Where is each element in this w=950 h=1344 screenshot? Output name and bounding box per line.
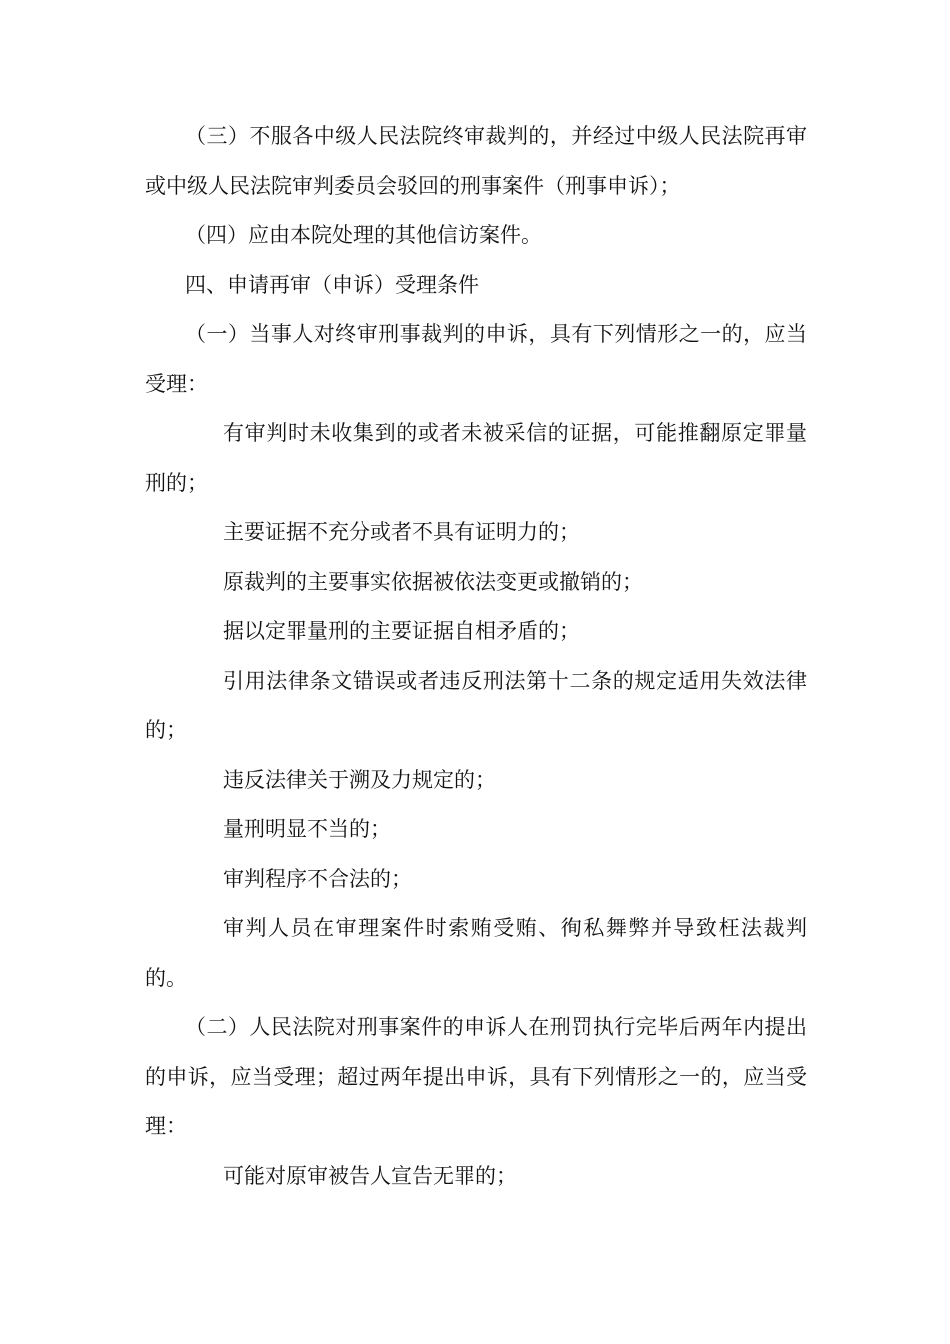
paragraph-subsection-1: （一）当事人对终审刑事裁判的申诉，具有下列情形之一的，应当受理：	[145, 322, 807, 396]
condition-item: 审判程序不合法的；	[223, 866, 412, 891]
paragraph-item-3: （三）不服各中级人民法院终审裁判的，并经过中级人民法院再审或中级人民法院审判委员会驳回的刑事案件（刑事申诉）；	[145, 124, 807, 198]
paragraph-subsection-2: （二）人民法院对刑事案件的申诉人在刑罚执行完毕后两年内提出的申诉，应当受理；超过两年提出申诉，具有下列情形之一的，应当受理：	[145, 1015, 807, 1138]
document-body	[145, 112, 807, 1201]
condition-item: 违反法律关于溯及力规定的；	[223, 767, 496, 792]
condition-item: 原裁判的主要事实依据被依法变更或撤销的；	[223, 569, 643, 594]
condition-item: 据以定罪量刑的主要证据自相矛盾的；	[223, 619, 580, 643]
paragraph-item-4: （四）应由本院处理的其他信访案件。	[185, 223, 542, 247]
section-heading-4: 四、申请再审（申诉）受理条件	[185, 272, 479, 297]
condition-item: 引用法律条文错误或者违反刑法第十二条的规定适用失效法律的；	[145, 668, 807, 742]
condition-item: 可能对原审被告人宣告无罪的；	[223, 1163, 517, 1188]
condition-item: 量刑明显不当的；	[223, 817, 391, 841]
condition-item: 主要证据不充分或者不具有证明力的；	[223, 520, 580, 544]
condition-item: 审判人员在审理案件时索贿受贿、徇私舞弊并导致枉法裁判的。	[145, 916, 807, 990]
condition-item: 有审判时未收集到的或者未被采信的证据，可能推翻原定罪量刑的；	[145, 421, 807, 495]
